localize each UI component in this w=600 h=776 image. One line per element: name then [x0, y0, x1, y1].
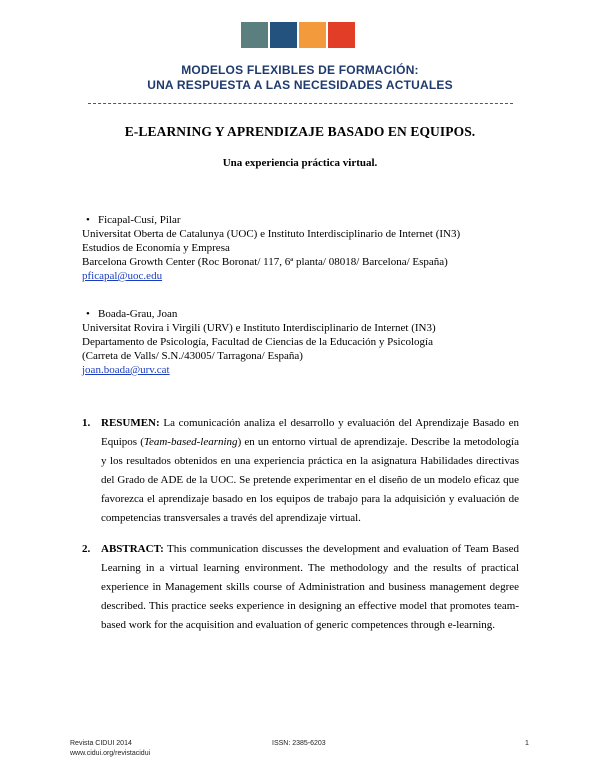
section-resumen: [82, 414, 519, 528]
author-block: [82, 213, 460, 283]
page-number: 1: [525, 740, 529, 747]
logo-square-red: [328, 22, 355, 48]
logo-square-orange: [299, 22, 326, 48]
paper-title: E-LEARNING Y APRENDIZAJE BASADO EN EQUIPOS.: [124, 124, 476, 139]
abstract-sections: [82, 414, 519, 647]
journal-logo: [241, 22, 355, 48]
section-italic-term: Team-based-learning: [143, 436, 238, 448]
affiliation-line: (Carreta de Valls/ S.N./43005/ Tarragona/ España): [82, 350, 303, 362]
bullet-icon: •: [86, 308, 90, 320]
section-text: [101, 414, 519, 528]
logo-square-teal: [241, 22, 268, 48]
footer-journal-info: [70, 739, 150, 759]
author-name-line: [82, 307, 436, 321]
header-divider: [88, 103, 513, 104]
section-text: [101, 540, 519, 635]
affiliation-line: Universitat Oberta de Catalunya (UOC) e Instituto Interdisciplinario de Internet (IN3): [82, 228, 461, 240]
section-number: 1.: [82, 417, 91, 429]
affiliation-line: Universitat Rovira i Virgili (URV) e Instituto Interdisciplinario de Internet (IN3): [82, 322, 436, 334]
header-line-1: MODELOS FLEXIBLES DE FORMACIÓN:: [181, 63, 419, 77]
paper-subtitle: Una experiencia práctica virtual.: [222, 157, 378, 169]
affiliation-line: Barcelona Growth Center (Roc Boronat/ 117, 6ª planta/ 08018/ Barcelona/ España): [82, 256, 448, 268]
section-label: RESUMEN:: [101, 417, 160, 429]
section-body: La comunicación analiza el desarrollo y evaluación del Aprendizaje Basado en Equipos (: [101, 417, 519, 448]
section-body: ) en un entorno virtual de aprendizaje. Describe la metodología y los resultados obtenidos en una experiencia práctica en la asignatura Habilidades directivas del Grado de ADE de la UOC. Se pretende experimentar en el diseño de un modelo eficaz que favorezca el aprendizaje basado en los equipos de trabajo para la adquisición y evaluación de competencias transversales a través del aprendizaje virtual.: [101, 436, 519, 524]
footer-issn: ISSN: 2385-6203: [272, 740, 326, 747]
section-label: ABSTRACT:: [101, 543, 164, 555]
footer-url: www.cidui.org/revistacidui: [70, 750, 151, 757]
section-body: This communication discusses the development and evaluation of Team Based Learning in a virtual learning environment. The methodology and the results of practical experience in Management skills course of Administration and business management degree described. This practice seeks experience in designing an effective model that promotes team-based work for the acquisition and evaluation of generic competences through e-learning.: [101, 543, 519, 631]
section-abstract: [82, 540, 519, 635]
author-name: Boada-Grau, Joan: [98, 308, 178, 320]
header-line-2: UNA RESPUESTA A LAS NECESIDADES ACTUALES: [147, 78, 453, 92]
author-email-link[interactable]: pficapal@uoc.edu: [82, 270, 163, 282]
author-name: Ficapal-Cusí, Pilar: [98, 214, 181, 226]
author-name-line: [82, 213, 460, 227]
author-email-link[interactable]: joan.boada@urv.cat: [82, 364, 170, 376]
section-number: 2.: [82, 543, 91, 555]
author-block: [82, 307, 436, 377]
affiliation-line: Estudios de Economía y Empresa: [82, 242, 230, 254]
bullet-icon: •: [86, 214, 90, 226]
logo-square-blue: [270, 22, 297, 48]
conference-header: [0, 63, 600, 93]
footer-journal: Revista CIDUI 2014: [70, 740, 132, 747]
affiliation-line: Departamento de Psicología, Facultad de Ciencias de la Educación y Psicología: [82, 336, 433, 348]
